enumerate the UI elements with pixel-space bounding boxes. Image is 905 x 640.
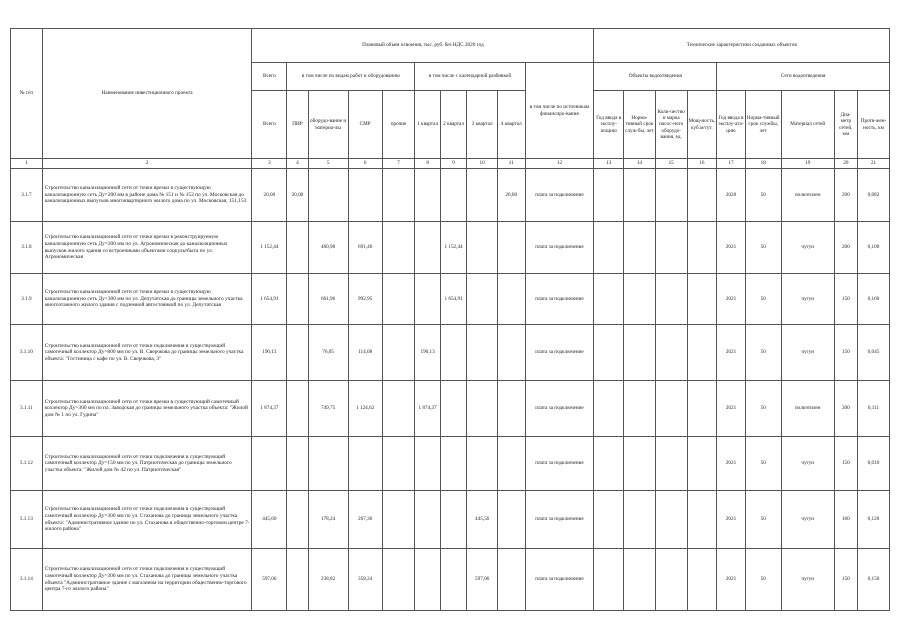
obj-year <box>594 381 624 437</box>
obj-life <box>624 274 656 325</box>
q4-value <box>497 549 525 611</box>
q4-value <box>497 437 525 491</box>
funding-source: плата за подключение <box>525 381 594 437</box>
net-length: 0,045 <box>857 325 889 381</box>
funding-source: плата за подключение <box>525 222 594 274</box>
header-q2: 2 квартал <box>440 91 466 159</box>
header-smr: СМР <box>348 91 382 159</box>
total-value <box>252 437 287 491</box>
row-number: 3.1.8 <box>11 222 43 274</box>
pir-value <box>287 274 308 325</box>
column-number: 19 <box>781 159 834 169</box>
net-material: чугун <box>781 325 834 381</box>
header-water-networks: Сети водоотведения <box>717 63 890 91</box>
q2-value <box>440 437 466 491</box>
pir-value <box>287 437 308 491</box>
row-number: 3.1.7 <box>11 169 43 222</box>
header-q1: 1 квартал <box>415 91 440 159</box>
project-name: Строительство канализационной сети от точки подключения в существующий самотечный коллектор Ду=300 мм по ул. Стаханова до границы земельного участка объекта "Административное здание с магазином на территории общественно-торгового центра 7-го жилого района" <box>42 549 252 611</box>
net-length: 0,160 <box>857 274 889 325</box>
header-net-year: Год ввода в эксплу-ата-цию <box>717 91 746 159</box>
q3-value: 597,06 <box>467 549 498 611</box>
pir-value <box>287 381 308 437</box>
column-number: 12 <box>525 159 594 169</box>
header-project-name: Наименование инвестиционного проекта <box>42 29 252 159</box>
net-life: 50 <box>745 325 781 381</box>
obj-life <box>624 325 656 381</box>
obj-power <box>687 325 717 381</box>
column-number: 17 <box>717 159 746 169</box>
net-length: 0,100 <box>857 222 889 274</box>
obj-count <box>655 491 687 549</box>
total-value: 445,60 <box>252 491 287 549</box>
table-row <box>11 169 890 222</box>
net-diameter: 200 <box>834 169 857 222</box>
smr-value: 358,24 <box>348 549 382 611</box>
net-diameter: 150 <box>834 437 857 491</box>
net-diameter: 160 <box>834 491 857 549</box>
net-year: 2021 <box>717 381 746 437</box>
column-number: 11 <box>497 159 525 169</box>
net-material: чугун <box>781 549 834 611</box>
q2-value <box>440 549 466 611</box>
header-sub-total: Всего <box>252 91 287 159</box>
column-number: 16 <box>687 159 717 169</box>
column-numbers-row <box>11 159 890 169</box>
obj-count <box>655 549 687 611</box>
other-value <box>382 325 415 381</box>
other-value <box>382 437 415 491</box>
table-row <box>11 325 890 381</box>
total-value: 190,13 <box>252 325 287 381</box>
column-number: 21 <box>857 159 889 169</box>
smr-value: 992,95 <box>348 274 382 325</box>
obj-count <box>655 222 687 274</box>
q2-value: 1 152,44 <box>440 222 466 274</box>
obj-life <box>624 491 656 549</box>
q3-value: 445,56 <box>467 491 498 549</box>
net-year: 2021 <box>717 222 746 274</box>
header-q4: 4 квартал <box>497 91 525 159</box>
header-total: Всего <box>252 63 287 91</box>
equipment-value <box>308 437 348 491</box>
project-name: Строительство канализационной сети от точки врезки в существующую канализационную сеть Ду=200 мм в районе дома № 151 и № 153 по ул. Московская до канализационных выпусков многоквартирного жилого дома по ул. Московская, 151,153 <box>42 169 252 222</box>
header-obj-year: Год ввода в эксплу-атацию <box>594 91 624 159</box>
obj-year <box>594 222 624 274</box>
smr-value: 691,46 <box>348 222 382 274</box>
q3-value <box>467 169 498 222</box>
header-sources: в том числе по источникам финансиро-вания <box>525 63 594 159</box>
project-name: Строительство канализационной сети от точки врезки в существующий самотечный коллектор Ду=300 мм по пл. Заводская до границы земельного участка объекта: "Жилой дом № 1 по ул. Гудина" <box>42 381 252 437</box>
column-number: 8 <box>415 159 440 169</box>
obj-count <box>655 381 687 437</box>
q4-value <box>497 274 525 325</box>
net-life: 50 <box>745 169 781 222</box>
q4-value: 20,00 <box>497 169 525 222</box>
obj-life <box>624 381 656 437</box>
smr-value <box>348 437 382 491</box>
column-number: 3 <box>252 159 287 169</box>
header-equipment: оборудо-вание и материа-лы <box>308 91 348 159</box>
header-pir: ПИР <box>287 91 308 159</box>
row-number: 3.1.12 <box>11 437 43 491</box>
net-life: 50 <box>745 491 781 549</box>
q1-value <box>415 169 440 222</box>
other-value <box>382 169 415 222</box>
column-number: 14 <box>624 159 656 169</box>
net-year: 2021 <box>717 437 746 491</box>
table-row <box>11 222 890 274</box>
net-length: 0,010 <box>857 437 889 491</box>
funding-source: плата за подключение <box>525 274 594 325</box>
equipment-value: 661,96 <box>308 274 348 325</box>
q1-value <box>415 437 440 491</box>
net-length: 0,111 <box>857 381 889 437</box>
q3-value <box>467 437 498 491</box>
net-material: полиэтилен <box>781 381 834 437</box>
net-life: 50 <box>745 549 781 611</box>
net-diameter: 150 <box>834 549 857 611</box>
q4-value <box>497 491 525 549</box>
obj-power <box>687 274 717 325</box>
row-number: 3.1.13 <box>11 491 43 549</box>
net-year: 2021 <box>717 549 746 611</box>
q1-value <box>415 274 440 325</box>
project-name: Строительство канализационной сети от точки врезки в реконструируемую канализационную сеть Ду=200 мм по ул. Агрономическая до канализационных выпусков жилого здания со встроенными объектами соцкультбыта по ул. Агрономическая <box>42 222 252 274</box>
q2-value <box>440 491 466 549</box>
net-life: 50 <box>745 274 781 325</box>
row-number: 3.1.10 <box>11 325 43 381</box>
column-number: 18 <box>745 159 781 169</box>
net-length: 0,082 <box>857 169 889 222</box>
net-material: чугун <box>781 222 834 274</box>
q2-value <box>440 325 466 381</box>
total-value: 20,00 <box>252 169 287 222</box>
total-value: 597,06 <box>252 549 287 611</box>
project-name: Строительство канализационной сети от точки подключения в существующий самотечный коллектор Ду=150 мм по ул. Патриотическая до границы земельного участка объекта: "Жилой дом № 42 по ул. Патриотическая" <box>42 437 252 491</box>
project-name: Строительство канализационной сети от точки подключения в существующий самотечный коллектор Ду=300 мм по ул. Стаханова до границы земельного участка объекта: "Административное здание по ул. Стаханова в общественно-торговом центре 7-жилого района" <box>42 491 252 549</box>
investment-table <box>10 28 890 611</box>
obj-year <box>594 549 624 611</box>
column-number: 6 <box>348 159 382 169</box>
obj-life <box>624 437 656 491</box>
net-material: чугун <box>781 491 834 549</box>
net-diameter: 150 <box>834 325 857 381</box>
row-number: 3.1.9 <box>11 274 43 325</box>
equipment-value <box>308 169 348 222</box>
obj-year <box>594 491 624 549</box>
header-net-diam: Диа-метр сетей, мм <box>834 91 857 159</box>
obj-year <box>594 274 624 325</box>
smr-value: 114,08 <box>348 325 382 381</box>
equipment-value: 76,05 <box>308 325 348 381</box>
table-row <box>11 381 890 437</box>
equipment-value: 749,75 <box>308 381 348 437</box>
q1-value: 1 874,37 <box>415 381 440 437</box>
table-row <box>11 549 890 611</box>
header-tech: Технические характеристики созданных объектов <box>594 29 890 63</box>
header-net-life: Норма-тивный срок службы, лет <box>745 91 781 159</box>
net-diameter: 200 <box>834 381 857 437</box>
table-row <box>11 274 890 325</box>
q4-value <box>497 381 525 437</box>
column-number: 13 <box>594 159 624 169</box>
obj-power <box>687 549 717 611</box>
net-material: чугун <box>781 437 834 491</box>
project-name: Строительство канализационной сети от точки подключения в существующий самотечный коллектор Ду=800 мм по ул. В. Сверчкова до границы земельного участка объекта: "Гостиница с кафе по ул. В. Сверчкова, 3" <box>42 325 252 381</box>
q2-value: 1 654,91 <box>440 274 466 325</box>
obj-year <box>594 325 624 381</box>
obj-life <box>624 222 656 274</box>
header-obj-count: Коли-чество и марка насос-ного оборудо-вания, ед. <box>655 91 687 159</box>
funding-source: плата за подключение <box>525 169 594 222</box>
other-value <box>382 549 415 611</box>
q1-value: 190,13 <box>415 325 440 381</box>
net-diameter: 200 <box>834 222 857 274</box>
obj-power <box>687 491 717 549</box>
total-value: 1 654,91 <box>252 274 287 325</box>
pir-value <box>287 325 308 381</box>
q3-value <box>467 325 498 381</box>
row-number: 3.1.14 <box>11 549 43 611</box>
net-material: чугун <box>781 274 834 325</box>
column-number: 1 <box>11 159 43 169</box>
column-number: 9 <box>440 159 466 169</box>
obj-count <box>655 274 687 325</box>
obj-power <box>687 381 717 437</box>
net-life: 50 <box>745 381 781 437</box>
header-obj-life: Норма-тивный срок служ-бы, лет <box>624 91 656 159</box>
q1-value <box>415 549 440 611</box>
header-incl-types: в том числе по видам работ и оборудованию <box>287 63 415 91</box>
obj-count <box>655 437 687 491</box>
net-year: 2021 <box>717 325 746 381</box>
obj-count <box>655 325 687 381</box>
project-name: Строительство канализационной сети от точки врезки в существующую канализационную сеть Ду=300 мм по ул. Депутатская до границы земельного участка многоэтажного жилого здания с подземной автостоянкой по ул. Депутатская <box>42 274 252 325</box>
net-life: 50 <box>745 222 781 274</box>
header-no: № п/п <box>11 29 43 159</box>
net-diameter: 150 <box>834 274 857 325</box>
header-obj-power: Мощ-ность, куб.м/сут. <box>687 91 717 159</box>
net-year: 2021 <box>717 491 746 549</box>
q4-value <box>497 222 525 274</box>
obj-power <box>687 437 717 491</box>
q1-value <box>415 491 440 549</box>
column-number: 10 <box>467 159 498 169</box>
q2-value <box>440 169 466 222</box>
funding-source: плата за подключение <box>525 437 594 491</box>
obj-life <box>624 169 656 222</box>
other-value <box>382 381 415 437</box>
column-number: 20 <box>834 159 857 169</box>
equipment-value: 460,98 <box>308 222 348 274</box>
equipment-value: 238,82 <box>308 549 348 611</box>
smr-value <box>348 169 382 222</box>
funding-source: плата за подключение <box>525 549 594 611</box>
total-value: 1 152,44 <box>252 222 287 274</box>
table-row <box>11 437 890 491</box>
net-life: 50 <box>745 437 781 491</box>
total-value: 1 874,37 <box>252 381 287 437</box>
header-water-objects: Объекты водоотведения <box>594 63 717 91</box>
net-length: 0,150 <box>857 549 889 611</box>
obj-year <box>594 169 624 222</box>
funding-source: плата за подключение <box>525 491 594 549</box>
header-net-length: Протя-жен-ность, км <box>857 91 889 159</box>
column-number: 15 <box>655 159 687 169</box>
smr-value: 1 124,62 <box>348 381 382 437</box>
obj-power <box>687 222 717 274</box>
equipment-value: 178,24 <box>308 491 348 549</box>
pir-value <box>287 549 308 611</box>
row-number: 3.1.11 <box>11 381 43 437</box>
q3-value <box>467 381 498 437</box>
q3-value <box>467 222 498 274</box>
other-value <box>382 274 415 325</box>
net-year: 2021 <box>717 274 746 325</box>
net-material: полиэтилен <box>781 169 834 222</box>
pir-value <box>287 491 308 549</box>
pir-value: 20,00 <box>287 169 308 222</box>
q2-value <box>440 381 466 437</box>
header-incl-quarters: в том числе с календарной разбивкой <box>415 63 525 91</box>
header-net-material: Материал сетей <box>781 91 834 159</box>
obj-power <box>687 169 717 222</box>
q4-value <box>497 325 525 381</box>
other-value <box>382 491 415 549</box>
column-number: 7 <box>382 159 415 169</box>
obj-life <box>624 549 656 611</box>
table-row <box>11 491 890 549</box>
q3-value <box>467 274 498 325</box>
obj-count <box>655 169 687 222</box>
other-value <box>382 222 415 274</box>
obj-year <box>594 437 624 491</box>
net-year: 2020 <box>717 169 746 222</box>
column-number: 5 <box>308 159 348 169</box>
header-other: прочие <box>382 91 415 159</box>
pir-value <box>287 222 308 274</box>
header-q3: 3 квартал <box>467 91 498 159</box>
column-number: 2 <box>42 159 252 169</box>
q1-value <box>415 222 440 274</box>
smr-value: 267,36 <box>348 491 382 549</box>
funding-source: плата за подключение <box>525 325 594 381</box>
header-planned: Плановый объем освоения, тыс. руб. без НДС 2020 год <box>252 29 594 63</box>
column-number: 4 <box>287 159 308 169</box>
net-length: 0,120 <box>857 491 889 549</box>
